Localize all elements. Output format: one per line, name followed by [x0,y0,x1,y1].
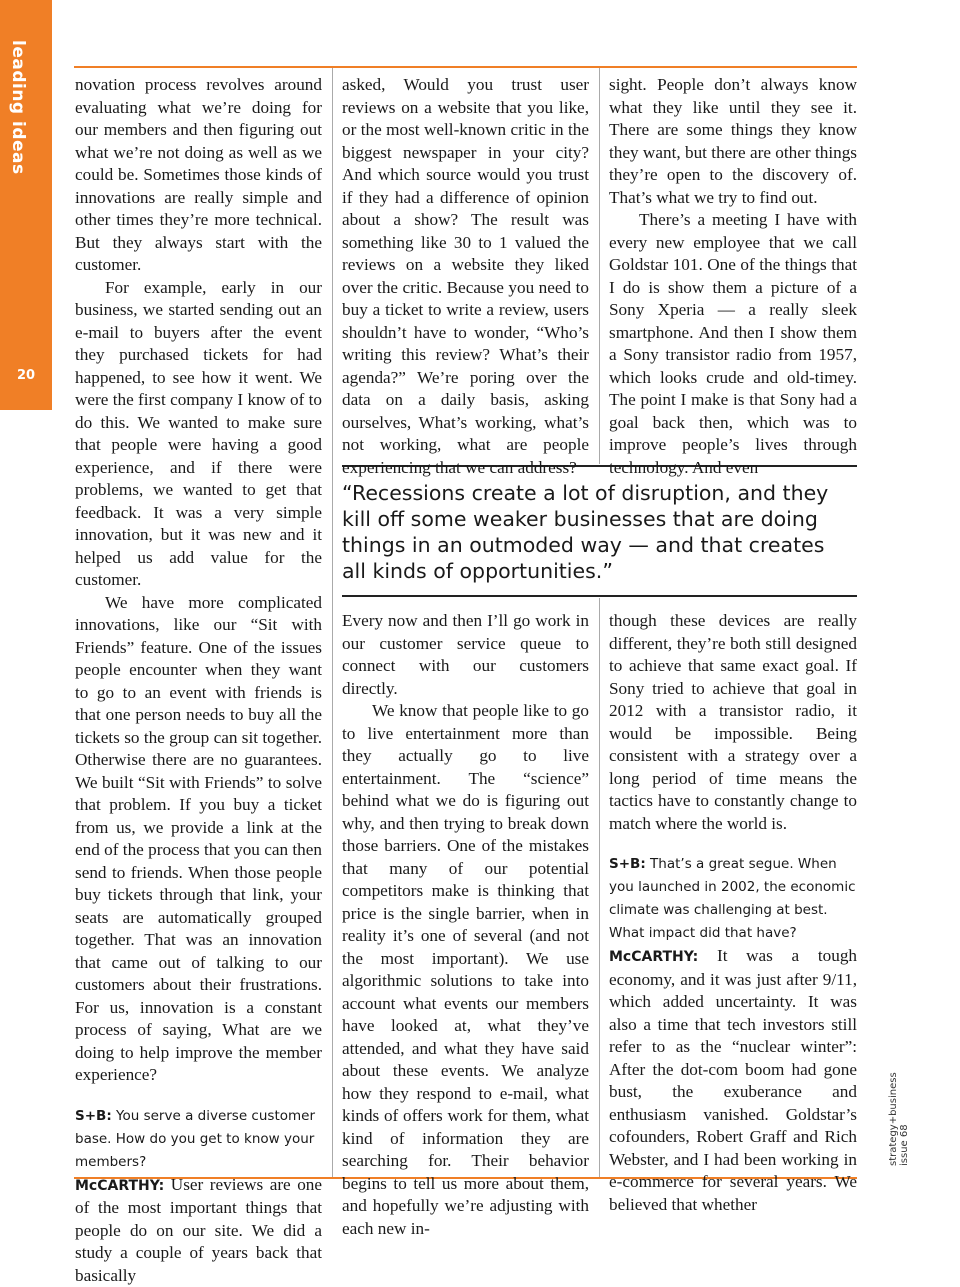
publication-footer: strategy+business issue 68 [888,1048,910,1166]
article-column-2-top [342,74,589,479]
section-tab [0,0,52,410]
article-column-2-bottom [342,610,589,1240]
paragraph: Every now and then I’ll go work in our customer service queue to connect with our customers directly. [342,610,589,700]
interview-question [75,1105,322,1174]
question-label: S+B: [75,1108,112,1124]
column-divider-left [332,68,333,1177]
paragraph: We know that people like to go to live entertainment more than they actually go to live entertainment. The “science” behind what we do is figuring out why, and then trying to break down those barriers. One of the mistakes that many of our potential competitors make is thinking that price is the single barrier, when in reality it’s one of several (and not the most important). We use algorithmic solutions to take into account what events our members have looked at, what they’ve attended, and what they have said about these events. We analyze how they respond to e-mail, what kinds of offers work for them, what kind of information they are searching for. Their behavior begins to tell us more about them, and hopefully we’re adjusting with each new in- [342,700,589,1240]
pull-quote: “Recessions create a lot of disruption, and they kill off some weaker businesses that are doing things in an outmoded way — and that creates all kinds of opportunities.” [342,480,842,584]
answer-label: McCARTHY: [609,949,698,965]
interview-answer [75,1174,322,1287]
paragraph: though these devices are really different, they’re both still designed to achieve that same exact goal. If Sony tried to achieve that goal in 2012 with a transistor radio, it would be impossible. Being consistent with a strategy over a long period of time means the tactics have to constantly change to match where the world is. [609,610,857,835]
section-label: leading ideas [8,40,28,175]
column-divider-right-top [599,68,600,464]
interview-question [609,853,857,945]
column-divider-right-bottom [599,598,600,1177]
interview-answer [609,945,857,1216]
paragraph: novation process revolves around evaluating what we’re doing for our members and then figuring out what we’re not doing as well as we could be. Sometimes those kinds of innovations are really simple and other times they’re more technical. But they always start with the customer. [75,74,322,277]
paragraph: For example, early in our business, we started sending out an e-mail to buyers after the event they purchased tickets for had happened, to see how it went. We were the first company I know of to do this. We wanted to make sure that people were having a good experience, and if there were problems, we wanted to get that feedback. It was a very simple innovation, but it was new and it helped us add value for the customer. [75,277,322,592]
answer-text: It was a tough economy, and it was just after 9/11, which added uncertainty. It was also a time that tech investors still refer to as the “nuclear winter”: After the dot-com boom had gone bust, the exuberance and enthusiasm vanished. Goldstar’s cofounders, Robert Graff and Rich Webster, and I had been working in e-commerce for several years. We believed that whether [609,946,857,1214]
paragraph: We have more complicated innovations, like our “Sit with Friends” feature. One of the issues people encounter when they want to go to an event with friends is that one person needs to buy all the tickets so the group can sit together. Otherwise there are no guarantees. We built “Sit with Friends” to solve that problem. If you buy a ticket from us, we provide a link at the end of the process that you can then send to friends. When those people buy tickets through that link, your seats are automatically grouped together. That was an innovation that came out of talking to our customers about their frustrations. For us, innovation is a constant process of saying, What are we doing to help improve the member experience? [75,592,322,1087]
article-column-1 [75,74,322,1287]
top-rule [74,66,857,68]
pull-quote-rule-bottom [342,595,857,597]
page-number: 20 [0,368,52,383]
question-text: That’s a great segue. When you launched in 2002, the economic climate was challenging at best. What impact did that have? [609,856,856,941]
answer-text: User reviews are one of the most important things that people do on our site. We did a study a couple of years back that basically [75,1175,322,1285]
paragraph: asked, Would you trust user reviews on a website that you like, or the most well-known critic in the biggest newspaper in your city? And which source would you trust if they had a difference of opinion about a show? The result was something like 30 to 1 valued the reviews on a website they liked over the critic. Because you need to buy a ticket to write a review, users shouldn’t have to wonder, “Who’s writing this review? What’s their agenda?” We’re poring over the data on a daily basis, asking ourselves, What’s working, what’s not working, what are people experiencing that we can address? [342,74,589,479]
article-column-3-top [609,74,857,479]
paragraph: sight. People don’t always know what they like until they see it. There are some things they know they want, but there are other things they’re open to the discovery of. That’s what we try to find out. [609,74,857,209]
question-label: S+B: [609,856,646,872]
answer-label: McCARTHY: [75,1178,164,1194]
article-column-3-bottom [609,610,857,1216]
paragraph: There’s a meeting I have with every new employee that we call Goldstar 101. One of the things that I do is show them a picture of a Sony Xperia — a really sleek smartphone. And then I show them a Sony transistor radio from 1957, which looks crude and old-timey. The point I make is that Sony had a goal back then, which was to improve people’s lives through technology. And even [609,209,857,479]
question-text: You serve a diverse customer base. How do you get to know your members? [75,1108,315,1170]
